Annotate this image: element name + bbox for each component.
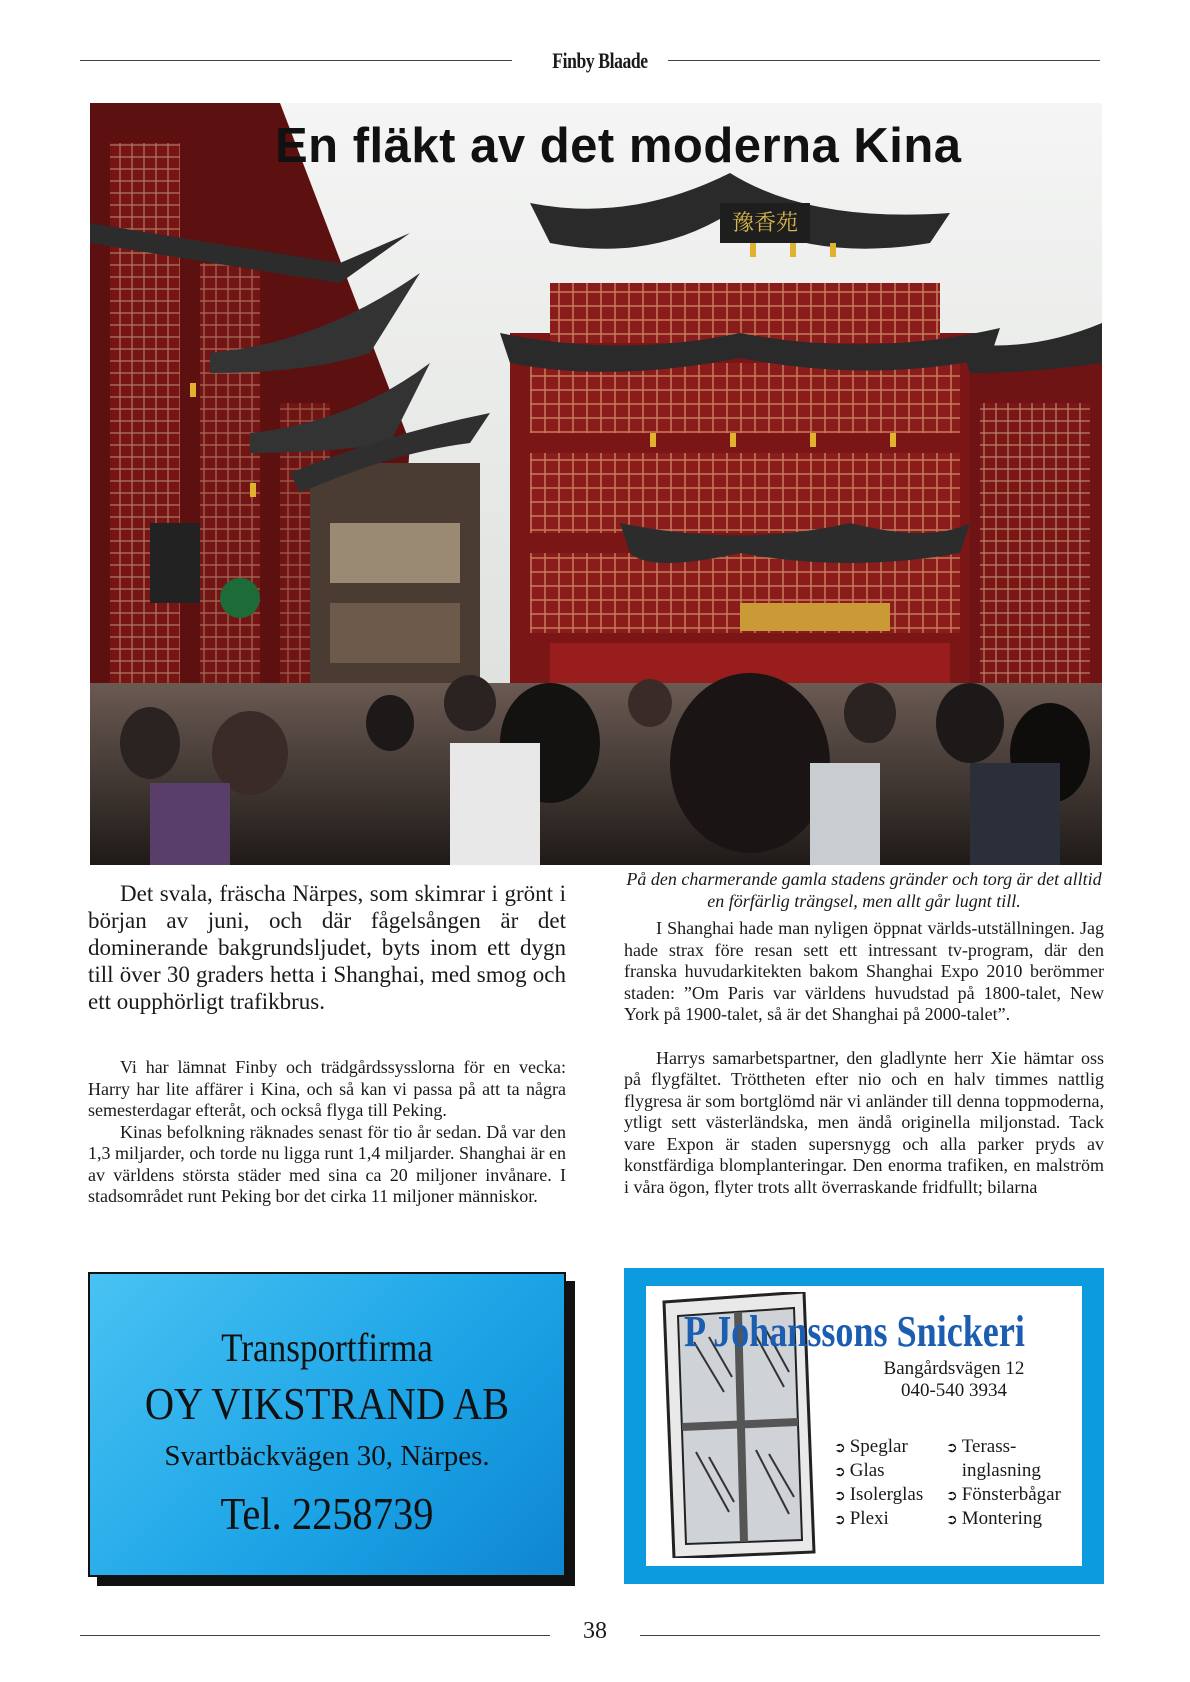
list-item: ➲ Plexi: [834, 1508, 923, 1532]
circled-arrow-icon: ➲: [834, 1513, 846, 1528]
footer-rule-right: [640, 1635, 1100, 1636]
ad-snickeri-panel: [646, 1286, 1082, 1566]
ad-transportfirma: [88, 1272, 566, 1577]
shanghai-street-illustration: [90, 103, 1102, 865]
circled-arrow-icon: ➲: [946, 1441, 958, 1456]
pagoda-sign: 豫香苑: [731, 211, 799, 236]
article-headline: En fläkt av det moderna Kina: [275, 119, 962, 173]
article-column-left: [88, 1057, 566, 1208]
paragraph: Harrys samarbetspartner, den gladlynte herr Xie hämtar oss på flygfältet. Tröttheten efter nio och en halv timmes nattlig flygresa är som bortglömd när vi anländer till denna toppmoderna, ytligt sett västerländska, men ändå originella miljonstad. Tack vare Expon är staden supersnygg och alla parker pryds av konstfärdiga blomplanteringar. Den enorma trafiken, en malström i våra ögon, flyter trots allt överraskande fridfullt; bilarna: [624, 1047, 1104, 1197]
ad-contact: [854, 1358, 1054, 1402]
circled-arrow-icon: ➲: [834, 1465, 846, 1480]
ad-company-name: OY VIKSTRAND AB: [144, 1378, 510, 1429]
services-list-right: [946, 1436, 1061, 1532]
article-lead: Det svala, fräscha Närpes, som skimrar i grönt i början av juni, och där fågelsången är det dominerande bakgrundsljudet, byts inom ett dygn till över 30 graders hetta i Shanghai, med smog och ett oupphörligt trafikbrus.: [88, 881, 566, 1014]
masthead: Finby Blaade: [552, 48, 648, 73]
list-item: ➲ Isolerglas: [834, 1484, 923, 1508]
circled-arrow-icon: ➲: [946, 1513, 958, 1528]
ad-address: Bangårdsvägen 12: [883, 1358, 1025, 1379]
circled-arrow-icon: ➲: [834, 1441, 846, 1456]
paragraph: I Shanghai hade man nyligen öppnat världs-utställningen. Jag hade strax före resan sett ett intressant tv-program, där den franska huvudarkitekten bakom Shanghai Expo 2010 berömmer staden: ”Om Paris var världens huvudstad på 1800-talet, New York på 1900-talet, så är det Shanghai på 2000-talet”.: [624, 918, 1104, 1024]
list-item: ➲ Speglar: [834, 1436, 923, 1460]
article-photo: [90, 103, 1102, 865]
photo-caption: På den charmerande gamla stadens gränder och torg är det alltid en förfärlig trängsel, men allt går lugnt till.: [626, 869, 1102, 911]
list-item: inglasning: [961, 1460, 1041, 1481]
masthead-rule-left: [80, 60, 512, 61]
paragraph: Kinas befolkning räknades senast för tio år sedan. Då var den 1,3 miljarder, och torde nu ligga runt 1,4 miljarder. Shanghai är en av världens största städer med sina ca 20 miljoner invånare. I stadsområdet runt Peking bor det cirka 11 miljoner människor.: [88, 1121, 566, 1206]
circled-arrow-icon: ➲: [946, 1489, 958, 1504]
ad-address: Svartbäckvägen 30, Närpes.: [164, 1440, 490, 1472]
services-list-left: [834, 1436, 923, 1532]
masthead-rule-right: [668, 60, 1100, 61]
ad-brand-name: P Johanssons Snickeri: [684, 1307, 1025, 1356]
list-item: ➲ Terass-: [946, 1436, 1061, 1460]
paragraph: Vi har lämnat Finby och trädgårdssysslorna för en vecka: Harry har lite affärer i Kina, och så kan vi passa på att ta några semesterdagar efteråt, och också flyga till Peking.: [88, 1057, 566, 1120]
footer-rule-left: [80, 1635, 550, 1636]
page-number: 38: [583, 1618, 607, 1644]
ad-phone: 040-540 3934: [900, 1380, 1008, 1401]
article-column-right: [624, 918, 1104, 1198]
circled-arrow-icon: ➲: [834, 1489, 846, 1504]
list-item: ➲ Fönsterbågar: [946, 1484, 1061, 1508]
list-item: ➲ Montering: [946, 1508, 1061, 1532]
ad-line: Transportfirma: [221, 1325, 433, 1370]
ad-phone: Tel. 2258739: [220, 1488, 434, 1539]
ad-snickeri: [624, 1268, 1104, 1584]
list-item: ➲ Glas: [834, 1460, 923, 1484]
